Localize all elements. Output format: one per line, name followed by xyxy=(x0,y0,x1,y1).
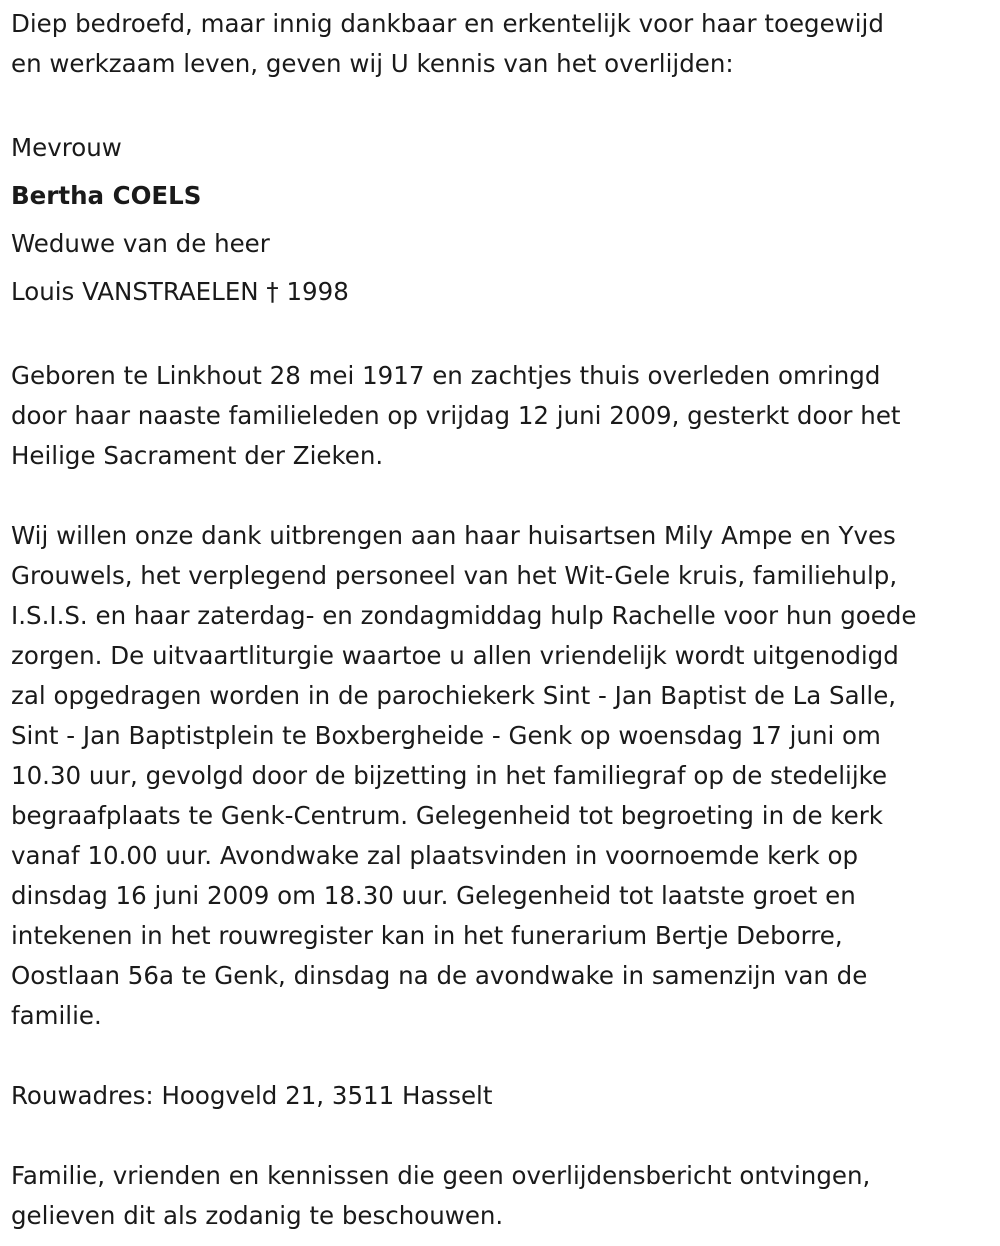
thanks-line: begraafplaats te Genk-Centrum. Gelegenheid tot begroeting in de kerk xyxy=(11,801,883,830)
thanks-line: zorgen. De uitvaartliturgie waartoe u allen vriendelijk wordt uitgenodigd xyxy=(11,641,899,670)
thanks-line: zal opgedragen worden in de parochiekerk Sint - Jan Baptist de La Salle, xyxy=(11,681,897,710)
thanks-line: Sint - Jan Baptistplein te Boxbergheide - Genk op woensdag 17 juni om xyxy=(11,721,881,750)
thanks-line: I.S.I.S. en haar zaterdag- en zondagmiddag hulp Rachelle voor hun goede xyxy=(11,601,917,630)
intro-paragraph xyxy=(11,4,991,84)
thanks-line: vanaf 10.00 uur. Avondwake zal plaatsvinden in voornoemde kerk op xyxy=(11,841,859,870)
thanks-line: Wij willen onze dank uitbrengen aan haar huisartsen Mily Ampe en Yves xyxy=(11,521,896,550)
thanks-line: intekenen in het rouwregister kan in het funerarium Bertje Deborre, xyxy=(11,921,843,950)
thanks-line: 10.30 uur, gevolgd door de bijzetting in het familiegraf op de stedelijke xyxy=(11,761,888,790)
thanks-line: Oostlaan 56a te Genk, dinsdag na de avondwake in samenzijn van de xyxy=(11,961,868,990)
deceased-block xyxy=(11,124,991,316)
cross-icon: † xyxy=(266,277,279,306)
mourning-address: Rouwadres: Hoogveld 21, 3511 Hasselt xyxy=(11,1081,493,1110)
closing-line: Familie, vrienden en kennissen die geen overlijdensbericht ontvingen, xyxy=(11,1161,871,1190)
thanks-line: familie. xyxy=(11,1001,102,1030)
salutation: Mevrouw xyxy=(11,133,122,162)
obituary-document xyxy=(11,4,991,1236)
spouse-death-year: 1998 xyxy=(286,277,349,306)
birth-death-line: Geboren te Linkhout 28 mei 1917 en zachtjes thuis overleden omringd xyxy=(11,361,881,390)
widow-of-label: Weduwe van de heer xyxy=(11,229,270,258)
intro-line: Diep bedroefd, maar innig dankbaar en erkentelijk voor haar toegewijd xyxy=(11,9,884,38)
thanks-paragraph xyxy=(11,516,991,1036)
birth-death-paragraph xyxy=(11,356,991,476)
birth-death-line: Heilige Sacrament der Zieken. xyxy=(11,441,384,470)
spouse-line xyxy=(11,268,991,316)
thanks-line: dinsdag 16 juni 2009 om 18.30 uur. Gelegenheid tot laatste groet en xyxy=(11,881,856,910)
address-paragraph xyxy=(11,1076,991,1116)
birth-death-line: door haar naaste familieleden op vrijdag 12 juni 2009, gesterkt door het xyxy=(11,401,901,430)
closing-paragraph xyxy=(11,1156,991,1236)
spouse-name: Louis VANSTRAELEN xyxy=(11,277,259,306)
closing-line: gelieven dit als zodanig te beschouwen. xyxy=(11,1201,504,1230)
deceased-name: Bertha COELS xyxy=(11,181,202,210)
thanks-line: Grouwels, het verplegend personeel van het Wit-Gele kruis, familiehulp, xyxy=(11,561,898,590)
intro-line: en werkzaam leven, geven wij U kennis van het overlijden: xyxy=(11,49,734,78)
